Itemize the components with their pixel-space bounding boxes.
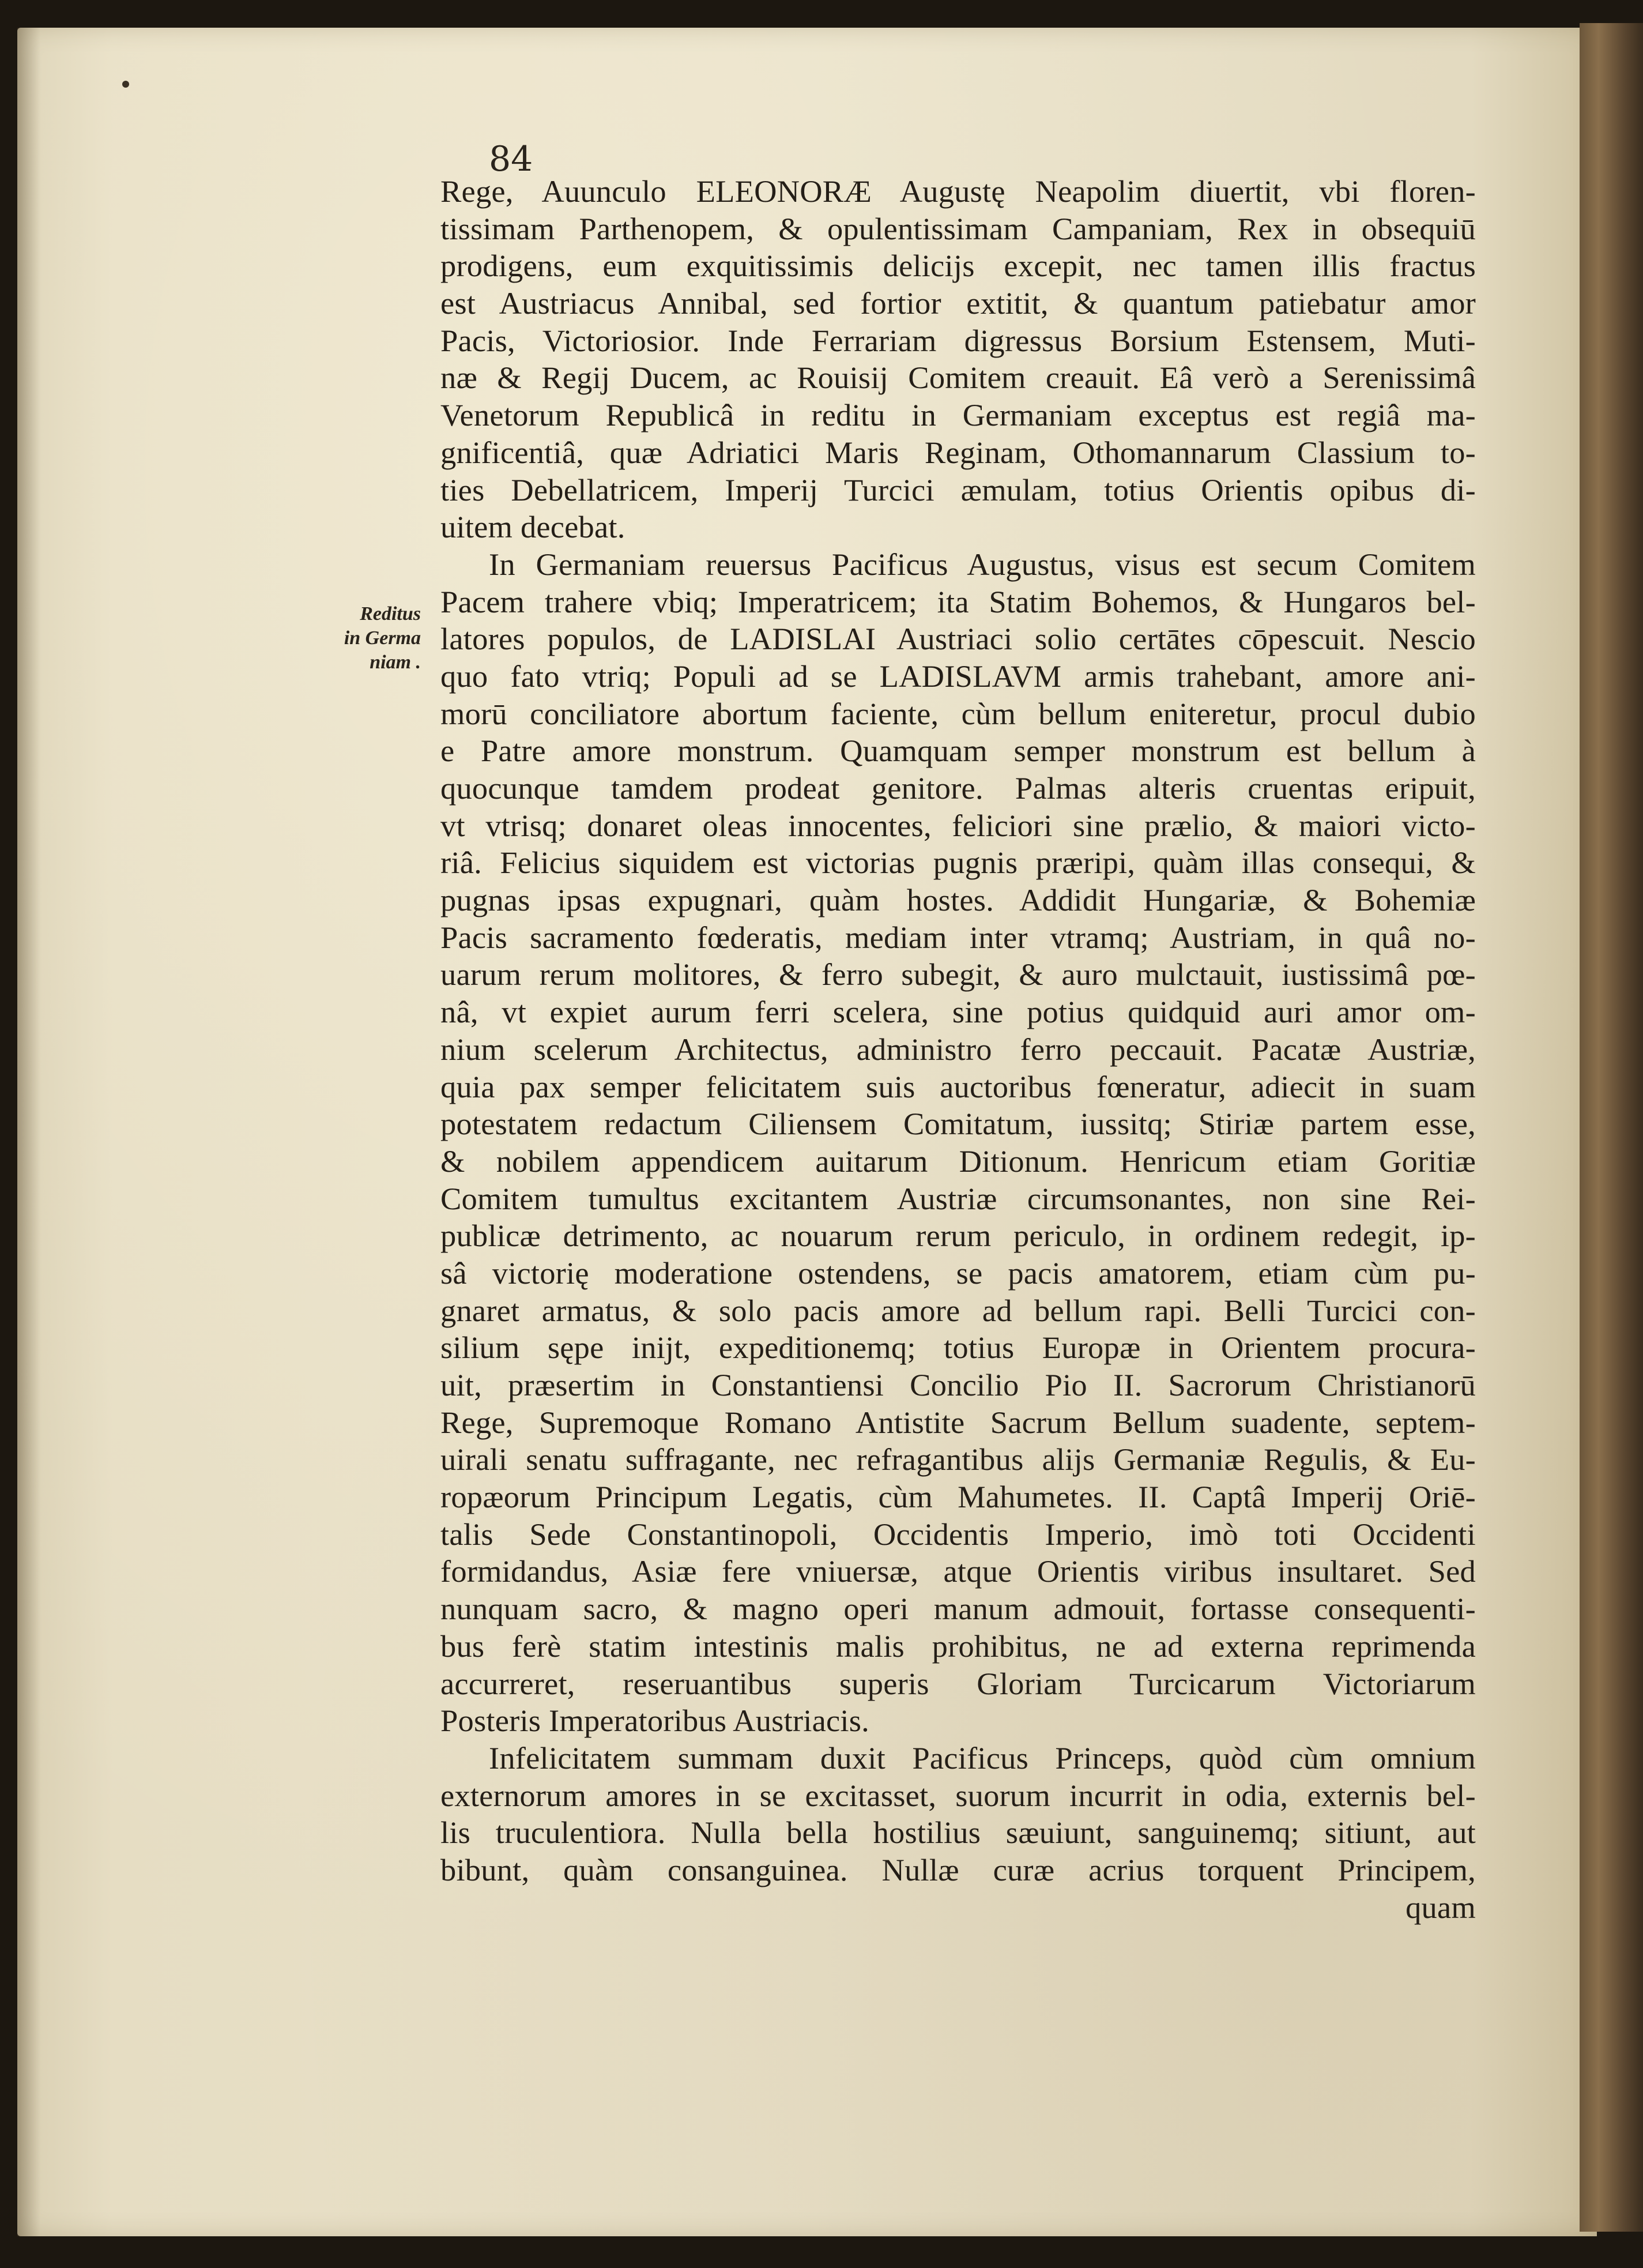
text-line: nunquam sacro, & magno operi manum admouit, fortasse consequenti-	[440, 1591, 1476, 1627]
text-line: est Austriacus Annibal, sed fortior extitit, & quantum patiebatur amor	[440, 285, 1476, 321]
text-line: tissimam Parthenopem, & opulentissimam Campaniam, Rex in obsequiū	[440, 210, 1476, 246]
page-edge	[1580, 23, 1643, 2232]
text-line: prodigens, eum exquitissimis delicijs excepit, nec tamen illis fractus	[440, 248, 1476, 284]
margin-note	[294, 602, 421, 675]
text-line: vt vtrisq; donaret oleas innocentes, feliciori sine prælio, & maiori victo-	[440, 807, 1476, 843]
text-line: uirali senatu suffragante, nec refragantibus alijs Germaniæ Regulis, & Eu-	[440, 1442, 1476, 1477]
text-line: talis Sede Constantinopoli, Occidentis Imperio, imò toti Occidenti	[440, 1516, 1476, 1552]
text-line: næ & Regij Ducem, ac Rouisij Comitem creauit. Eâ verò a Serenissimâ	[440, 360, 1476, 396]
text-line: gnaret armatus, & solo pacis amore ad bellum rapi. Belli Turcici con-	[440, 1292, 1476, 1328]
text-line: nium scelerum Architectus, administro ferro peccauit. Pacatæ Austriæ,	[440, 1031, 1476, 1067]
text-line: ropæorum Principum Legatis, cùm Mahumetes. II. Captâ Imperij Oriē-	[440, 1479, 1476, 1515]
page-number: 84	[489, 139, 533, 179]
text-line: Rege, Supremoque Romano Antistite Sacrum Bellum suadente, septem-	[440, 1404, 1476, 1440]
text-line: sâ victorię moderatione ostendens, se pacis amatorem, etiam cùm pu-	[440, 1255, 1476, 1291]
text-line: bibunt, quàm consanguinea. Nullæ curæ acrius torquent Principem,	[440, 1852, 1476, 1887]
text-line: quocunque tamdem prodeat genitore. Palmas alteris cruentas eripuit,	[440, 770, 1476, 806]
text-line: publicæ detrimento, ac nouarum rerum periculo, in ordinem redegit, ip-	[440, 1218, 1476, 1254]
text-line: quo fato vtriq; Populi ad se LADISLAVM armis trahebant, amore ani-	[440, 658, 1476, 694]
text-line: uitem decebat.	[440, 509, 625, 545]
text-line: latores populos, de LADISLAI Austriaci solio certātes cōpescuit. Nescio	[440, 621, 1476, 657]
text-line: lis truculentiora. Nulla bella hostilius sæuiunt, sanguinemq; sitiunt, aut	[440, 1815, 1476, 1850]
margin-note-line: niam .	[370, 652, 421, 673]
body-text	[440, 173, 1476, 1926]
text-line: Posteris Imperatoribus Austriacis.	[440, 1703, 869, 1739]
text-line: riâ. Felicius siquidem est victorias pugnis præripi, quàm illas consequi, &	[440, 845, 1476, 881]
text-line: formidandus, Asiæ fere vniuersæ, atque Orientis viribus insultaret. Sed	[440, 1554, 1476, 1589]
text-line: externorum amores in se excitasset, suorum incurrit in odia, externis bel-	[440, 1777, 1476, 1813]
text-line: potestatem redactum Ciliensem Comitatum, iussitq; Stiriæ partem esse,	[440, 1106, 1476, 1142]
text-line: Pacis, Victoriosior. Inde Ferrariam digressus Borsium Estensem, Muti-	[440, 322, 1476, 358]
catchword: quam	[1405, 1889, 1476, 1925]
text-line: & nobilem appendicem auitarum Ditionum. Henricum etiam Goritiæ	[440, 1143, 1476, 1179]
text-line: uarum rerum molitores, & ferro subegit, & auro mulctauit, iustissimâ pœ-	[440, 957, 1476, 992]
text-line: gnificentiâ, quæ Adriatici Maris Reginam, Othomannarum Classium to-	[440, 434, 1476, 470]
margin-note-line: Reditus	[360, 603, 421, 625]
text-line: nâ, vt expiet aurum ferri scelera, sine potius quidquid auri amor om-	[440, 994, 1476, 1030]
text-line: uit, præsertim in Constantiensi Concilio Pio II. Sacrorum Christianorū	[440, 1367, 1476, 1402]
text-line: e Patre amore monstrum. Quamquam semper monstrum est bellum à	[440, 733, 1476, 769]
text-line: ties Debellatricem, Imperij Turcici æmulam, totius Orientis opibus di-	[440, 472, 1476, 507]
text-line: Venetorum Republicâ in reditu in Germaniam exceptus est regiâ ma-	[440, 397, 1476, 433]
text-line: pugnas ipsas expugnari, quàm hostes. Addidit Hungariæ, & Bohemiæ	[440, 882, 1476, 918]
text-line: morū conciliatore abortum faciente, cùm bellum eniteretur, procul dubio	[440, 695, 1476, 731]
paragraph-start-line: Infelicitatem summam duxit Pacificus Princeps, quòd cùm omnium	[489, 1740, 1476, 1776]
text-line: bus ferè statim intestinis malis prohibitus, ne ad externa reprimenda	[440, 1628, 1476, 1664]
text-line: quia pax semper felicitatem suis auctoribus fœneratur, adiecit in suam	[440, 1069, 1476, 1104]
text-line: Pacem trahere vbiq; Imperatricem; ita Statim Bohemos, & Hungaros bel-	[440, 584, 1476, 619]
paragraph-start-line: In Germaniam reuersus Pacificus Augustus, visus est secum Comitem	[489, 546, 1476, 582]
margin-note-line: in Germa	[344, 627, 421, 649]
text-line: Pacis sacramento fœderatis, mediam inter vtramq; Austriam, in quâ no-	[440, 919, 1476, 955]
text-line: Rege, Auunculo ELEONORÆ Augustę Neapolim diuertit, vbi floren-	[440, 174, 1476, 209]
gutter-shadow	[17, 28, 40, 2236]
text-line: Comitem tumultus excitantem Austriæ circumsonantes, non sine Rei-	[440, 1180, 1476, 1216]
text-line: silium sępe inijt, expeditionemq; totius Europæ in Orientem procura-	[440, 1330, 1476, 1366]
ink-spot	[122, 81, 129, 88]
text-line: accurreret, reseruantibus superis Gloriam Turcicarum Victoriarum	[440, 1665, 1476, 1701]
